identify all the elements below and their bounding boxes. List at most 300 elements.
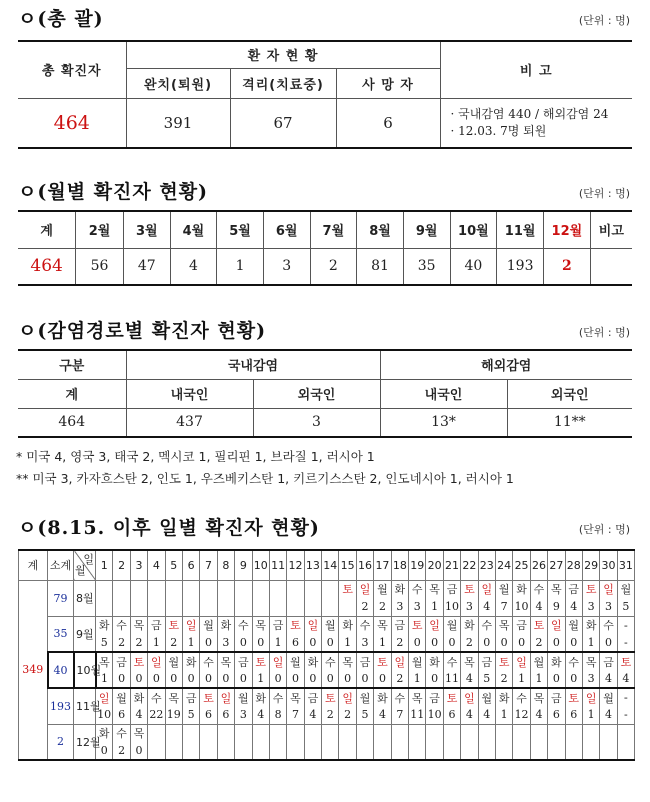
- count-cell: 1: [409, 670, 426, 688]
- count-cell: 0: [426, 670, 443, 688]
- weekday-cell: 일: [148, 652, 165, 670]
- count-cell: [322, 598, 339, 616]
- month-header-4: 5월: [217, 211, 264, 248]
- day-header-29: 29: [582, 550, 599, 580]
- weekday-cell: [148, 724, 165, 742]
- weekday-cell: 토: [200, 688, 217, 706]
- count-cell: -: [617, 634, 634, 652]
- count-cell: 0: [548, 670, 565, 688]
- count-cell: 6: [113, 706, 130, 724]
- day-header-6: 6: [182, 550, 199, 580]
- month-value-7: 81: [357, 248, 404, 285]
- weekday-cell: 금: [548, 688, 565, 706]
- count-cell: 0: [565, 670, 582, 688]
- weekday-cell: 일: [582, 688, 599, 706]
- weekday-cell: 목: [339, 652, 356, 670]
- header-overseas-korean: 내국인: [380, 379, 507, 408]
- count-cell: 1: [530, 670, 547, 688]
- weekday-cell: 일: [304, 616, 321, 634]
- weekday-cell: [391, 724, 408, 742]
- weekday-cell: 화: [130, 688, 147, 706]
- weekday-cell: 월: [356, 688, 373, 706]
- section1-unit: (단위 : 명): [578, 14, 630, 27]
- count-cell: [478, 742, 495, 760]
- day-header-24: 24: [495, 550, 512, 580]
- count-cell: 1: [96, 670, 113, 688]
- route-value-domestic-foreign: 3: [253, 408, 380, 437]
- count-cell: [148, 598, 165, 616]
- count-cell: 2: [356, 598, 373, 616]
- weekday-cell: 금: [600, 652, 617, 670]
- weekday-cell: 토: [582, 580, 599, 598]
- day-header-8: 8: [217, 550, 234, 580]
- weekday-cell: 수: [565, 652, 582, 670]
- value-isolated: 67: [230, 98, 336, 148]
- count-cell: 4: [304, 706, 321, 724]
- weekday-cell: 일: [182, 616, 199, 634]
- weekday-cell: 목: [130, 616, 147, 634]
- weekday-cell: [322, 724, 339, 742]
- month-subtotal: 35: [48, 616, 74, 652]
- month-header-10: 11월: [497, 211, 544, 248]
- weekday-cell: 일: [426, 616, 443, 634]
- month-value-4: 1: [217, 248, 264, 285]
- day-header-19: 19: [409, 550, 426, 580]
- count-cell: 5: [617, 598, 634, 616]
- count-cell: 4: [461, 670, 478, 688]
- weekday-cell: 목: [374, 616, 391, 634]
- count-cell: [582, 742, 599, 760]
- header-overseas-foreign: 외국인: [507, 379, 632, 408]
- section2-title: ㅇ(월별 확진자 현황): [18, 181, 209, 203]
- route-value-overseas-korean: 13*: [380, 408, 507, 437]
- weekday-cell: [96, 580, 113, 598]
- weekday-cell: 화: [582, 616, 599, 634]
- weekday-cell: 월: [565, 616, 582, 634]
- weekday-cell: 금: [304, 688, 321, 706]
- header-route-total: 계: [18, 379, 126, 408]
- count-cell: [391, 742, 408, 760]
- weekday-cell: [426, 724, 443, 742]
- count-cell: 3: [582, 598, 599, 616]
- weekday-cell: 일: [96, 688, 113, 706]
- count-cell: 6: [287, 634, 304, 652]
- day-header-17: 17: [374, 550, 391, 580]
- weekday-cell: 목: [461, 652, 478, 670]
- count-cell: 4: [617, 670, 634, 688]
- count-cell: [513, 742, 530, 760]
- weekday-cell: 목: [96, 652, 113, 670]
- weekday-cell: 토: [252, 652, 269, 670]
- count-cell: 1: [426, 598, 443, 616]
- value-total: 464: [18, 98, 126, 148]
- weekday-cell: 일: [461, 688, 478, 706]
- month-value-3: 4: [170, 248, 217, 285]
- count-cell: [426, 742, 443, 760]
- weekday-cell: 월: [322, 616, 339, 634]
- day-header-5: 5: [165, 550, 182, 580]
- count-cell: 2: [495, 670, 512, 688]
- route-value-domestic-korean: 437: [126, 408, 253, 437]
- weekday-cell: 수: [600, 616, 617, 634]
- month-header-9: 10월: [450, 211, 497, 248]
- count-cell: 0: [235, 670, 252, 688]
- count-cell: [235, 742, 252, 760]
- weekday-cell: 목: [582, 652, 599, 670]
- count-cell: 3: [217, 634, 234, 652]
- weekday-cell: [600, 724, 617, 742]
- count-cell: 0: [252, 634, 269, 652]
- weekday-cell: [165, 580, 182, 598]
- weekday-cell: 월: [200, 616, 217, 634]
- header-domestic: 국내감염: [126, 350, 380, 379]
- weekday-cell: 금: [182, 688, 199, 706]
- count-cell: [217, 598, 234, 616]
- month-header-5: 6월: [263, 211, 310, 248]
- weekday-cell: [304, 724, 321, 742]
- weekday-cell: [304, 580, 321, 598]
- count-cell: 2: [130, 634, 147, 652]
- note-infection-source: · 국내감염 440 / 해외감염 24: [450, 106, 609, 121]
- count-cell: 0: [130, 742, 147, 760]
- day-header-23: 23: [478, 550, 495, 580]
- weekday-cell: 화: [374, 688, 391, 706]
- count-cell: 0: [96, 742, 113, 760]
- month-value-11: 2: [544, 248, 591, 285]
- weekday-cell: 금: [478, 652, 495, 670]
- section4-unit: (단위 : 명): [578, 523, 630, 536]
- count-cell: 1: [148, 634, 165, 652]
- weekday-cell: 토: [322, 688, 339, 706]
- section1-title: ㅇ(총 괄): [18, 8, 104, 30]
- count-cell: [443, 742, 460, 760]
- weekday-cell: 월: [478, 688, 495, 706]
- count-cell: 0: [322, 670, 339, 688]
- weekday-cell: 월: [374, 580, 391, 598]
- weekday-cell: 화: [461, 616, 478, 634]
- weekday-cell: 토: [461, 580, 478, 598]
- day-header-1: 1: [96, 550, 113, 580]
- weekday-cell: 금: [565, 580, 582, 598]
- header-total: 총 확진자: [18, 41, 126, 98]
- count-cell: 10: [96, 706, 113, 724]
- weekday-cell: 수: [269, 688, 286, 706]
- count-cell: 4: [530, 598, 547, 616]
- weekday-cell: 화: [96, 724, 113, 742]
- count-cell: [182, 598, 199, 616]
- day-header-10: 10: [252, 550, 269, 580]
- weekday-cell: 토: [530, 616, 547, 634]
- weekday-cell: 금: [356, 652, 373, 670]
- count-cell: 0: [548, 634, 565, 652]
- weekday-cell: 수: [113, 724, 130, 742]
- month-value-6: 2: [310, 248, 357, 285]
- count-cell: [617, 742, 634, 760]
- day-header-7: 7: [200, 550, 217, 580]
- count-cell: 2: [391, 670, 408, 688]
- count-cell: [461, 742, 478, 760]
- month-header-11: 12월: [544, 211, 591, 248]
- count-cell: 2: [113, 634, 130, 652]
- weekday-cell: 화: [182, 652, 199, 670]
- count-cell: 1: [339, 634, 356, 652]
- weekday-cell: [165, 724, 182, 742]
- header-deceased: 사 망 자: [336, 68, 440, 98]
- header-day-label: 일: [83, 553, 94, 567]
- weekday-cell: 일: [478, 580, 495, 598]
- count-cell: 11: [409, 706, 426, 724]
- count-cell: 10: [426, 706, 443, 724]
- count-cell: 0: [217, 670, 234, 688]
- weekday-cell: 수: [356, 616, 373, 634]
- section4-title: ㅇ(8.15. 이후 일별 확진자 현황): [18, 517, 320, 539]
- count-cell: [252, 598, 269, 616]
- count-cell: 0: [356, 670, 373, 688]
- month-value-12: [590, 248, 632, 285]
- month-value-1: 56: [76, 248, 124, 285]
- weekday-cell: [287, 580, 304, 598]
- weekday-cell: [582, 724, 599, 742]
- month-header-8: 9월: [403, 211, 450, 248]
- weekday-cell: 토: [565, 688, 582, 706]
- header-status: 환 자 현 황: [126, 41, 440, 68]
- count-cell: 7: [495, 598, 512, 616]
- weekday-cell: [269, 580, 286, 598]
- weekday-cell: 화: [339, 616, 356, 634]
- count-cell: [322, 742, 339, 760]
- weekday-cell: 목: [252, 616, 269, 634]
- weekday-cell: 월: [165, 652, 182, 670]
- weekday-cell: [182, 580, 199, 598]
- weekday-cell: 금: [391, 616, 408, 634]
- count-cell: 6: [200, 706, 217, 724]
- count-cell: [304, 742, 321, 760]
- count-cell: [217, 742, 234, 760]
- weekday-cell: 일: [600, 580, 617, 598]
- count-cell: 4: [600, 670, 617, 688]
- count-cell: 2: [322, 706, 339, 724]
- route-value-overseas-foreign: 11**: [507, 408, 632, 437]
- weekday-cell: [182, 724, 199, 742]
- count-cell: 1: [374, 634, 391, 652]
- month-header-0: 계: [18, 211, 76, 248]
- weekday-cell: 금: [269, 616, 286, 634]
- count-cell: [165, 598, 182, 616]
- weekday-cell: 목: [217, 652, 234, 670]
- weekday-cell: 화: [391, 580, 408, 598]
- count-cell: 0: [600, 634, 617, 652]
- header-day-month: [74, 550, 96, 580]
- weekday-cell: 일: [339, 688, 356, 706]
- count-cell: 3: [235, 706, 252, 724]
- weekday-cell: [409, 724, 426, 742]
- weekday-cell: [478, 724, 495, 742]
- count-cell: [287, 742, 304, 760]
- count-cell: [304, 598, 321, 616]
- weekday-cell: [130, 580, 147, 598]
- header-month-label: 월: [75, 564, 86, 578]
- weekday-cell: 월: [235, 688, 252, 706]
- count-cell: [287, 598, 304, 616]
- weekday-cell: -: [617, 616, 634, 634]
- day-header-31: 31: [617, 550, 634, 580]
- count-cell: 2: [374, 598, 391, 616]
- count-cell: 2: [461, 634, 478, 652]
- weekday-cell: 토: [409, 616, 426, 634]
- weekday-cell: 목: [530, 688, 547, 706]
- count-cell: 8: [269, 706, 286, 724]
- weekday-cell: 월: [617, 580, 634, 598]
- count-cell: 3: [600, 598, 617, 616]
- count-cell: 0: [200, 670, 217, 688]
- count-cell: 0: [182, 670, 199, 688]
- count-cell: 3: [409, 598, 426, 616]
- route-table: [18, 349, 632, 438]
- count-cell: 0: [339, 670, 356, 688]
- weekday-cell: [200, 724, 217, 742]
- header-overseas: 해외감염: [380, 350, 632, 379]
- count-cell: 4: [600, 706, 617, 724]
- count-cell: 0: [200, 634, 217, 652]
- weekday-cell: 목: [495, 616, 512, 634]
- day-header-28: 28: [565, 550, 582, 580]
- month-value-2: 47: [123, 248, 170, 285]
- month-header-2: 3월: [123, 211, 170, 248]
- month-header-1: 2월: [76, 211, 124, 248]
- weekday-cell: 금: [113, 652, 130, 670]
- count-cell: 0: [513, 634, 530, 652]
- month-value-9: 40: [450, 248, 497, 285]
- count-cell: [269, 598, 286, 616]
- count-cell: [130, 598, 147, 616]
- count-cell: 2: [391, 634, 408, 652]
- weekday-cell: 일: [217, 688, 234, 706]
- count-cell: [409, 742, 426, 760]
- weekday-cell: 금: [443, 580, 460, 598]
- day-header-20: 20: [426, 550, 443, 580]
- value-deceased: 6: [336, 98, 440, 148]
- header-remarks: 비 고: [440, 41, 632, 98]
- count-cell: [356, 742, 373, 760]
- month-header-3: 4월: [170, 211, 217, 248]
- month-header-12: 비고: [590, 211, 632, 248]
- monthly-table: [18, 210, 632, 286]
- count-cell: 7: [391, 706, 408, 724]
- count-cell: 2: [530, 634, 547, 652]
- weekday-cell: [356, 724, 373, 742]
- count-cell: 3: [582, 670, 599, 688]
- count-cell: [235, 598, 252, 616]
- day-header-26: 26: [530, 550, 547, 580]
- count-cell: 0: [478, 634, 495, 652]
- weekday-cell: 화: [495, 688, 512, 706]
- weekday-cell: [200, 580, 217, 598]
- month-label: 11월: [74, 688, 96, 724]
- weekday-cell: 월: [409, 652, 426, 670]
- count-cell: 0: [443, 634, 460, 652]
- weekday-cell: [252, 724, 269, 742]
- count-cell: 3: [461, 598, 478, 616]
- day-header-25: 25: [513, 550, 530, 580]
- month-subtotal: 79: [48, 580, 74, 616]
- weekday-cell: [565, 724, 582, 742]
- weekday-cell: 목: [165, 688, 182, 706]
- count-cell: 4: [374, 706, 391, 724]
- count-cell: [200, 742, 217, 760]
- weekday-cell: 수: [513, 688, 530, 706]
- header-recovered: 완치(퇴원): [126, 68, 230, 98]
- day-header-9: 9: [235, 550, 252, 580]
- weekday-cell: 수: [443, 652, 460, 670]
- count-cell: 4: [478, 598, 495, 616]
- daily-grand-total: 349: [19, 580, 48, 760]
- count-cell: 6: [548, 706, 565, 724]
- count-cell: 4: [478, 706, 495, 724]
- count-cell: 3: [356, 634, 373, 652]
- count-cell: 0: [287, 670, 304, 688]
- day-header-3: 3: [130, 550, 147, 580]
- day-header-4: 4: [148, 550, 165, 580]
- count-cell: [182, 742, 199, 760]
- weekday-cell: 수: [235, 616, 252, 634]
- weekday-cell: 목: [426, 580, 443, 598]
- weekday-cell: [235, 724, 252, 742]
- value-recovered: 391: [126, 98, 230, 148]
- route-value-total: 464: [18, 408, 126, 437]
- month-label: 8월: [74, 580, 96, 616]
- weekday-cell: 토: [443, 688, 460, 706]
- count-cell: 4: [565, 598, 582, 616]
- weekday-cell: 일: [356, 580, 373, 598]
- count-cell: 0: [495, 634, 512, 652]
- count-cell: 5: [356, 706, 373, 724]
- weekday-cell: 화: [304, 652, 321, 670]
- weekday-cell: 일: [548, 616, 565, 634]
- count-cell: 2: [339, 706, 356, 724]
- day-header-27: 27: [548, 550, 565, 580]
- count-cell: 19: [165, 706, 182, 724]
- count-cell: [565, 742, 582, 760]
- count-cell: 5: [96, 634, 113, 652]
- count-cell: 0: [322, 634, 339, 652]
- weekday-cell: [548, 724, 565, 742]
- count-cell: [339, 598, 356, 616]
- month-value-5: 3: [263, 248, 310, 285]
- weekday-cell: [235, 580, 252, 598]
- count-cell: [165, 742, 182, 760]
- weekday-cell: 토: [287, 616, 304, 634]
- count-cell: 2: [165, 634, 182, 652]
- day-header-22: 22: [461, 550, 478, 580]
- count-cell: [339, 742, 356, 760]
- count-cell: 10: [443, 598, 460, 616]
- count-cell: 1: [582, 706, 599, 724]
- weekday-cell: 일: [513, 652, 530, 670]
- month-label: 12월: [74, 724, 96, 760]
- count-cell: 5: [478, 670, 495, 688]
- weekday-cell: [252, 580, 269, 598]
- weekday-cell: 목: [130, 724, 147, 742]
- weekday-cell: 일: [391, 652, 408, 670]
- weekday-cell: 수: [478, 616, 495, 634]
- count-cell: 4: [461, 706, 478, 724]
- weekday-cell: [322, 580, 339, 598]
- month-label: 10월: [74, 652, 96, 688]
- weekday-cell: 토: [617, 652, 634, 670]
- daily-table: [18, 549, 635, 761]
- count-cell: 0: [235, 634, 252, 652]
- count-cell: [252, 742, 269, 760]
